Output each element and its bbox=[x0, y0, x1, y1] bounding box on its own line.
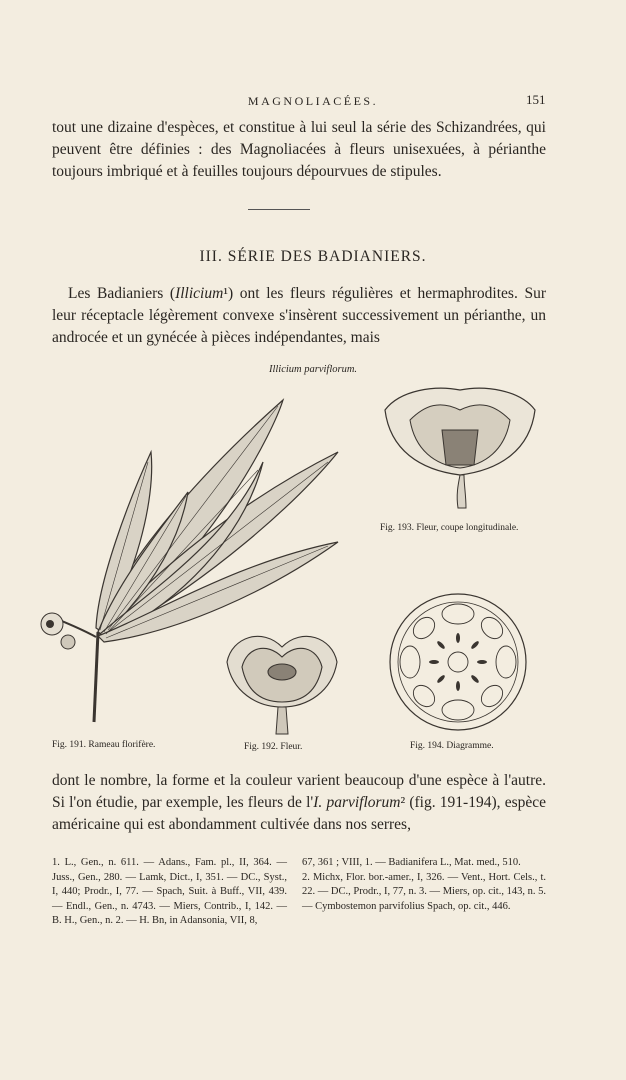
paragraph-3-before: dont le nombre, la forme et la couleur varient beaucoup d'une espèce à l'autre. Si l'on étudie, par exemple, les fleurs de l' bbox=[52, 772, 546, 811]
fig-194-caption: Fig. 194. Diagramme. bbox=[410, 741, 494, 751]
fig-191-caption: Fig. 191. Rameau florifère. bbox=[52, 740, 156, 750]
plate-title: Illicium parviflorum. bbox=[268, 364, 358, 375]
running-head: MAGNOLIACÉES. bbox=[247, 94, 379, 108]
paragraph-3-after: (fig. 191-194), espèce américaine qui est abondamment cultivée dans nos serres, bbox=[52, 794, 546, 833]
paragraph-3 bbox=[52, 770, 546, 836]
footnote-ref-2: ² bbox=[400, 794, 406, 811]
fig-193-section-illustration bbox=[380, 380, 540, 510]
fig-194-diagram-illustration bbox=[388, 592, 528, 732]
paragraph-2-before: Les Badianiers ( bbox=[68, 285, 176, 302]
fig-193-caption: Fig. 193. Fleur, coupe longitudinale. bbox=[380, 523, 519, 533]
footnote-ref-1: ¹ bbox=[223, 285, 228, 302]
paragraph-2-after: ) ont les fleurs régulières et hermaphrodites. Sur leur réceptacle légèrement convexe s'insèrent successivement un périanthe, un androcée et un gynécée à pièces indépendantes, mais bbox=[52, 285, 546, 346]
section-title: III. SÉRIE DES BADIANIERS. bbox=[199, 248, 427, 265]
paragraph-1: tout une dizaine d'espèces, et constitue à lui seul la série des Schizandrées, qui peuvent être définies : des Magnoliacées à fleurs unisexuées, à périanthe toujours imbriqué et à feuilles toujours dépourvues de stipules. bbox=[52, 119, 546, 180]
footnotes-column-2: 67, 361 ; VIII, 1. — Badianifera L., Mat. med., 510. 2. Michx, Flor. bor.-amer., I, 326. — Vent., Hort. Cels., t. 22. — DC., Prodr., I, 77, n. 3. — Miers, op. cit., 143, n. 5. — Cymbostemon parvifolius Spach, op. cit., 446. bbox=[302, 857, 546, 912]
genus-name: Illicium bbox=[175, 285, 224, 302]
footnotes-column-1: 1. L., Gen., n. 611. — Adans., Fam. pl., II, 364. — Juss., Gen., 280. — Lamk, Dict., I, 351. — DC., Syst., I, 440; Prodr., I, 77. — Spach, Suit. à Buff., VII, 439. — Endl., Gen., n. 4743. — Miers, Contrib., I, 142. — B. H., Gen., n. 2. — H. Bn, in Adansonia, VII, 8, bbox=[52, 857, 287, 926]
fig-192-caption: Fig. 192. Fleur. bbox=[244, 742, 303, 752]
species-name: I. parviflorum bbox=[313, 794, 401, 811]
page-number: 151 bbox=[526, 92, 546, 107]
fig-192-flower-illustration bbox=[222, 622, 342, 737]
section-divider bbox=[248, 209, 310, 210]
paragraph-2 bbox=[52, 283, 546, 349]
